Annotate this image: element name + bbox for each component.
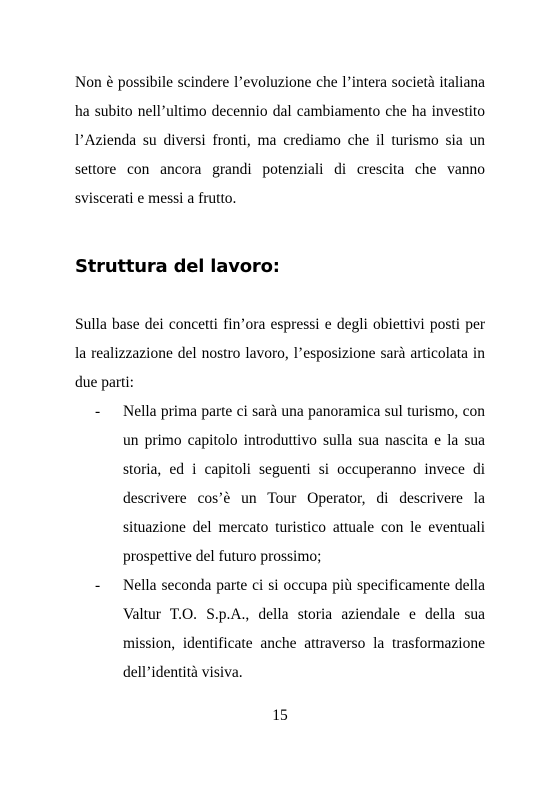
list-item — [95, 397, 485, 571]
list-dash-marker: - — [95, 577, 101, 594]
section-heading: Struttura del lavoro: — [75, 256, 280, 277]
list-item-text: Nella prima parte ci sarà una panoramica sul turismo, con un primo capitolo introduttivo sulla sua nascita e la sua storia, ed i capitoli seguenti si occuperanno invece di descrivere cos’è un Tour Operator, di descrivere la situazione del mercato turistico attuale con le eventuali prospettive del futuro prossimo; — [123, 403, 485, 565]
page-number: 15 — [272, 707, 288, 724]
parts-list — [95, 397, 485, 687]
list-item — [95, 571, 485, 687]
lead-paragraph: Sulla base dei concetti fin’ora espressi e degli obiettivi posti per la realizzazione del nostro lavoro, l’esposizione sarà articolata in due parti: — [75, 316, 485, 391]
list-item-text: Nella seconda parte ci si occupa più specificamente della Valtur T.O. S.p.A., della storia aziendale e della sua mission, identificate anche attraverso la trasformazione dell’identità visiva. — [123, 577, 485, 681]
intro-paragraph: Non è possibile scindere l’evoluzione che l’intera società italiana ha subito nell’ultimo decennio dal cambiamento che ha investito l’Azienda su diversi fronti, ma crediamo che il turismo sia un settore con ancora grandi potenziali di crescita che vanno sviscerati e messi a frutto. — [75, 74, 485, 207]
list-dash-marker: - — [95, 403, 101, 420]
